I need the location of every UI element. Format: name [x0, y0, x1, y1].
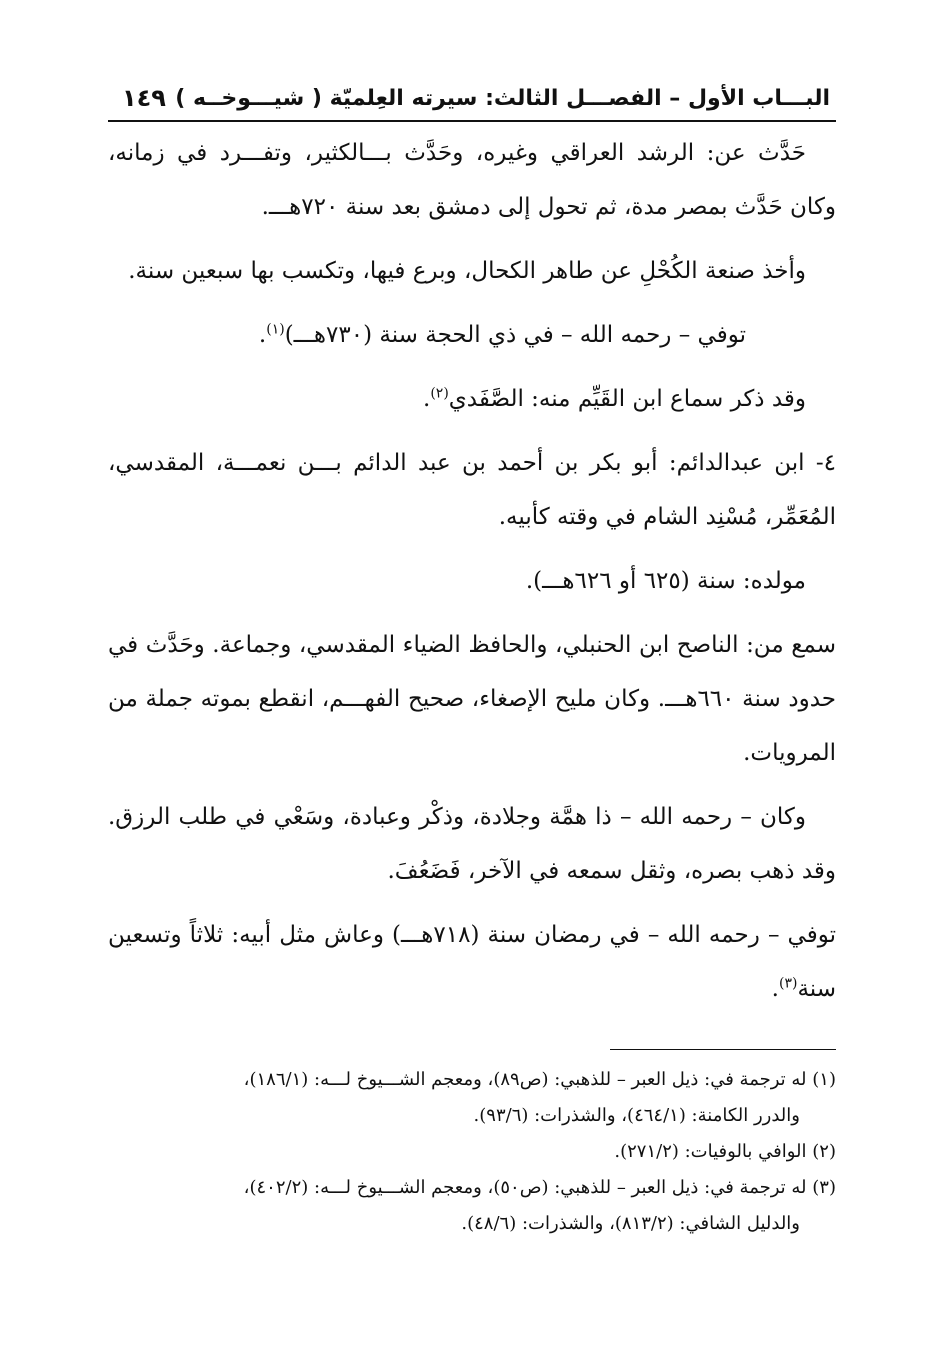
paragraph [108, 308, 836, 362]
paragraph-text: توفي – رحمه الله – في ذي الحجة سنة (٧٣٠هـــ) [284, 322, 746, 348]
footnote: (١) له ترجمة في: ذيل العبر – للذهبي: (ص٨٩)، ومعجم الشـــيوخ لـــه: (١٨٦/١)، [243, 1069, 836, 1090]
footnote: (٣) له ترجمة في: ذيل العبر – للذهبي: (ص٥٠)، ومعجم الشـــيوخ لـــه: (٤٠٢/٢)، [243, 1177, 836, 1198]
footnotes [108, 1062, 836, 1242]
paragraph-text: وقد ذكر سماع ابن القَيِّم منه: الصَّفَدي [448, 386, 806, 412]
paragraph [108, 908, 836, 1016]
paragraph: حَدَّث عن: الرشد العراقي وغيره، وحَدَّث بـــالكثير، وتفـــرد في زمانه، وكان حَدَّث بمصر مدة، ثم تحول إلى دمشق بعد سنة ٧٢٠هـــ. [108, 140, 836, 220]
paragraph: مولده: سنة (٦٢٥ أو ٦٢٦هـــ). [525, 568, 806, 594]
end-mark: . [771, 976, 779, 1002]
paragraph-text: توفي – رحمه الله – في رمضان سنة (٧١٨هـــ) وعاش مثل أبيه: ثلاثاً وتسعين سنة [108, 922, 836, 1002]
paragraph: سمع من: الناصح ابن الحنبلي، والحافظ الضياء المقدسي، وجماعة. وحَدَّث في حدود سنة ٦٦٠هـــ. وكان مليح الإصغاء، صحيح الفهـــم، انقطع بموته جملة من المرويات. [108, 632, 836, 766]
footnote-marker: (١) [266, 321, 285, 338]
footnote-marker: (٢) [430, 385, 449, 402]
footnote: (٢) الوافي بالوفيات: (٢٧١/٢). [614, 1141, 836, 1162]
book-page [108, 0, 836, 1369]
paragraph: وكان – رحمه الله – ذا همَّة وجلادة، وذكْر وعبادة، وسَعْي في طلب الرزق. وقد ذهب بصره، وثقل سمعه في الآخر، فَضَعُفَ. [108, 804, 836, 884]
footnote-continuation: والدرر الكامنة: (٤٦٤/١)، والشذرات: (٩٣/٦). [473, 1105, 800, 1126]
footnote-continuation: والدليل الشافي: (٨١٣/٢)، والشذرات: (٤٨/٦). [461, 1213, 800, 1234]
header-title: البـــاب الأول – الفصـــل الثالث: سيرته العِلميّة ( شيـــوخــه ) [175, 85, 830, 111]
main-text [108, 126, 836, 1026]
end-mark: . [258, 322, 267, 348]
paragraph: وأخذ صنعة الكُحْلِ عن طاهر الكحال، وبرع فيها، وتكسب بها سبعين سنة. [128, 258, 806, 284]
paragraph [108, 372, 836, 426]
entry-heading-paragraph: ٤- ابن عبدالدائم: أبو بكر بن أحمد بن عبد الدائم بـــن نعمـــة، المقدسي، المُعَمِّر، مُسْنِد الشام في وقته كأبيه. [108, 450, 836, 530]
header-divider [108, 120, 836, 122]
footnote-divider [610, 1049, 836, 1050]
running-header [108, 78, 836, 118]
end-mark: . [423, 386, 431, 412]
footnote-marker: (٣) [778, 975, 798, 992]
page-number: ١٤٩ [122, 84, 166, 112]
